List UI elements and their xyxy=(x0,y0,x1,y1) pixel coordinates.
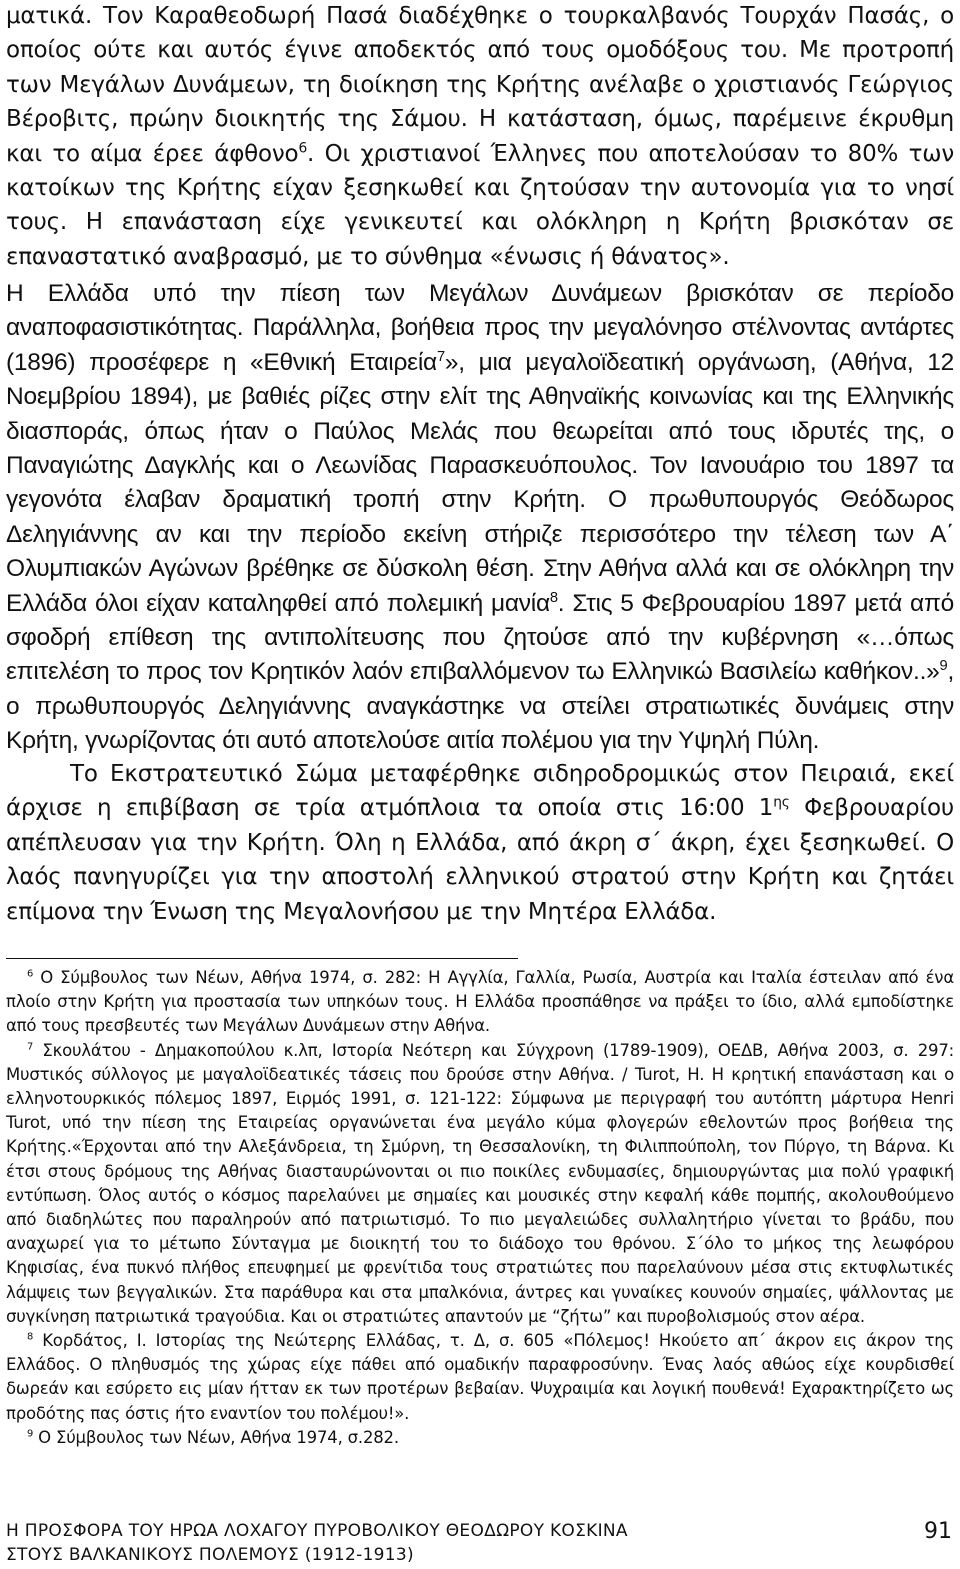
footnote-ref-8[interactable]: 8 xyxy=(549,589,558,606)
footnote-8 xyxy=(6,1329,954,1426)
ordinal-suffix: ης xyxy=(773,794,790,811)
footnote-ref-6[interactable]: 6 xyxy=(298,139,308,156)
paragraph-text: Το Εκστρατευτικό Σώμα μεταφέρθηκε σιδηροδρομικώς στον Πειραιά, εκεί άρχισε η επιβίβαση σε τρία ατμόπλοια τα οποία στις 16:00 1 xyxy=(6,761,954,822)
body-paragraph-1 xyxy=(6,0,954,274)
footnote-6 xyxy=(6,966,954,1039)
footnote-number: 6 xyxy=(27,968,34,980)
paragraph-text: . Οι χριστιανοί Έλληνες που αποτελούσαν το 80% των κατοίκων της Κρήτης είχαν ξεσηκωθεί και ζητούσαν την αυτονομία για το νησί τους. Η επανάσταση είχε γενικευτεί και ολόκληρη η Κρήτη βρισκόταν σε επαναστατικό αναβρασμό, με το σύνθημα «ένωσις ή θάνατος». xyxy=(6,140,955,270)
footnote-separator xyxy=(6,958,518,959)
footnote-text: Κορδάτος, Ι. Ιστορίας της Νεώτερης Ελλάδας, τ. Δ, σ. 605 «Πόλεμος! Ηκούετο απ΄ άκρον εις άκρον της Ελλάδος. Ο πληθυσμός της χώρας είχε πάθει από ομαδικήν παραφροσύνην. Ένας λαός αθώος είχε κουρδισθεί δωρεάν και εσύρετο εις μίαν ήτταν εκ των προτέρων βεβαίαν. Ψυχραιμία και λογική πουθενά! Εχαρακτηρίζετο ως προδότης πας όστις ήτο εναντίον του πολέμου!». xyxy=(6,1331,954,1423)
footer-title-line-2: ΣΤΟΥΣ ΒΑΛΚΑΝΙΚΟΥΣ ΠΟΛΕΜΟΥΣ (1912-1913) xyxy=(6,1545,414,1565)
footnote-9 xyxy=(6,1426,954,1450)
footer-title-line-1: Η ΠΡΟΣΦΟΡΑ ΤΟΥ ΗΡΩΑ ΛΟΧΑΓΟΥ ΠΥΡΟΒΟΛΙΚΟΥ ΘΕΟΔΩΡΟΥ ΚΟΣΚΙΝΑ xyxy=(6,1521,628,1541)
footnote-text: Ο Σύμβουλος των Νέων, Αθήνα 1974, σ. 282: Η Αγγλία, Γαλλία, Ρωσία, Αυστρία και Ιταλία έστειλαν από ένα πλοίο στην Κρήτη για προστασία των υπηκόων τους. Η Ελλάδα προσπάθησε να πράξει το ίδιο, αλλά εμποδίστηκε από τους πρεσβευτές των Μεγάλων Δυνάμεων στην Αθήνα. xyxy=(6,968,954,1036)
body-paragraph-2 xyxy=(6,277,954,759)
paragraph-text: , ο πρωθυπουργός Δεληγιάννης αναγκάστηκε να στείλει στρατιωτικές δυνάμεις στην Κρήτη, γνωρίζοντας ότι αυτό αποτελούσε αιτία πολέμου για την Υψηλή Πύλη. xyxy=(6,658,954,755)
paragraph-text: Φεβρουαρίου απέπλευσαν για την Κρήτη. Όλη η Ελλάδα, από άκρη σ΄ άκρη, έχει ξεσηκωθεί. Ο λαός πανηγυρίζει για την αποστολή ελληνικού στρατού στην Κρήτη και ζητάει επίμονα την Ένωση της Μεγαλονήσου με την Μητέρα Ελλάδα. xyxy=(6,795,954,925)
page-number: 91 xyxy=(924,1519,952,1544)
footnote-text: Ο Σύμβουλος των Νέων, Αθήνα 1974, σ.282. xyxy=(33,1427,399,1447)
paragraph-text: », μια μεγαλοϊδεατική οργάνωση, (Αθήνα, 12 Νοεμβρίου 1894), με βαθιές ρίζες στην ελίτ της Αθηναϊκής κοινωνίας και της Ελληνικής διασποράς, όπως ήταν ο Παύλος Μελάς που θεωρείται από τους ιδρυτές της, ο Παναγιώτης Δαγκλής και ο Λεωνίδας Παρασκευόπουλος. Τον Ιανουάριο του 1897 τα γεγονότα έλαβαν δραματική τροπή στην Κρήτη. Ο πρωθυπουργός Θεόδωρος Δεληγιάννης αν και την περίοδο εκείνη στήριζε περισσότερο την τέλεση των Α΄ Ολυμπιακών Αγώνων βρέθηκε σε δύσκολη θέση. Στην Αθήνα αλλά και σε ολόκληρη την Ελλάδα όλοι είχαν καταληφθεί από πολεμική μανία xyxy=(6,348,954,617)
footnote-7 xyxy=(6,1039,954,1329)
running-footer xyxy=(6,1519,706,1567)
paragraph-text: . Στις 5 Φεβρουαρίου 1897 μετά από σφοδρή επίθεση της αντιπολίτευσης που ζητούσε από την κυβέρνηση «…όπως επιτελέση το προς τον Κρητικόν λαόν επιβαλλόμενον τω Ελληνικώ Βασιλείω καθήκον..» xyxy=(6,589,954,686)
footnote-number: 9 xyxy=(27,1428,34,1440)
footnote-number: 8 xyxy=(27,1331,34,1343)
body-paragraph-3 xyxy=(6,757,954,929)
paragraph-text: Η Ελλάδα υπό την πίεση των Μεγάλων Δυνάμεων βρισκόταν σε περίοδο αναποφασιστικότητας. Παράλληλα, βοήθεια προς την μεγαλόνησο στέλνοντας αντάρτες (1896) προσέφερε η «Εθνική Εταιρεία xyxy=(6,280,954,376)
footnote-number: 7 xyxy=(27,1041,34,1053)
paragraph-text: ματικά. Τον Καραθεοδωρή Πασά διαδέχθηκε ο τουρκαλβανός Τουρχάν Πασάς, ο οποίος ούτε και αυτός έγινε αποδεκτός από τους ομοδόξους του. Με προτροπή των Μεγάλων Δυνάμεων, τη διοίκηση της Κρήτης ανέλαβε ο χριστιανός Γεώργιος Βέροβιτς, πρώην διοικητής της Σάμου. Η κατάσταση, όμως, παρέμεινε έκρυθμη και το αίμα έρεε άφθονο xyxy=(6,3,954,167)
footnotes xyxy=(6,966,954,1450)
footnote-text: Σκουλάτου - Δημακοπούλου κ.λπ, Ιστορία Νεότερη και Σύγχρονη (1789-1909), ΟΕΔΒ, Αθήνα 2003, σ. 297: Μυστικός σύλλογος με μαγαλοϊδεατικές τάσεις που δρούσε στην Αθήνα. / Turot, H. Η κρητική επανάσταση και ο ελληνοτουρκικός πόλεμος 1897, Ειρμός 1991, σ. 121-122: Σύμφωνα με περιγραφή του αυτόπτη μάρτυρα Henri Turot, υπό την πίεση της Εταιρείας οργανώνεται ένα μεγάλο κύμα φλογερών εθελοντών προς βοήθεια της Κρήτης.«Έρχονται από την Αλεξάνδρεια, τη Σμύρνη, τη Θεσσαλονίκη, τη Φιλιππούπολη, τον Πύργο, τη Βάρνα. Κι έτσι στους δρόμους της Αθήνας διασταυρώνονται οι πιο ποικίλες ενδυμασίες, δημιουργώντας μια πολύ γραφική εντύπωση. Όλος αυτός ο κόσμος παρελαύνει με σημαίες και μουσικές στην κεφαλή κάθε πομπής, ακολουθούμενο από διαδηλώτες που παραληρούν από πατριωτισμό. Το πιο μεγαλειώδες συλλαλητήριο γίνεται το βράδυ, που αναχωρεί για το μέτωπο Σύνταγμα με διοικητή του το διάδοχο του θρόνου. Σ΄όλο το μήκος της λεωφόρου Κηφισίας, ένα πυκνό πλήθος επευφημεί με φρενίτιδα τους στρατιώτες που παρελαύνουν μέσα στις εκτυφλωτικές λάμψεις των βεγγαλικών. Στα παράθυρα και στα μπαλκόνια, άντρες και γυναίκες κουνούν σημαίες, ψάλλοντας με συγκίνηση πατριωτικά τραγούδια. Και οι στρατιώτες απαντούν με “ζήτω” και πυροβολισμούς στον αέρα. xyxy=(6,1040,954,1326)
footnote-ref-7[interactable]: 7 xyxy=(436,348,445,365)
footnote-ref-9[interactable]: 9 xyxy=(939,658,948,675)
